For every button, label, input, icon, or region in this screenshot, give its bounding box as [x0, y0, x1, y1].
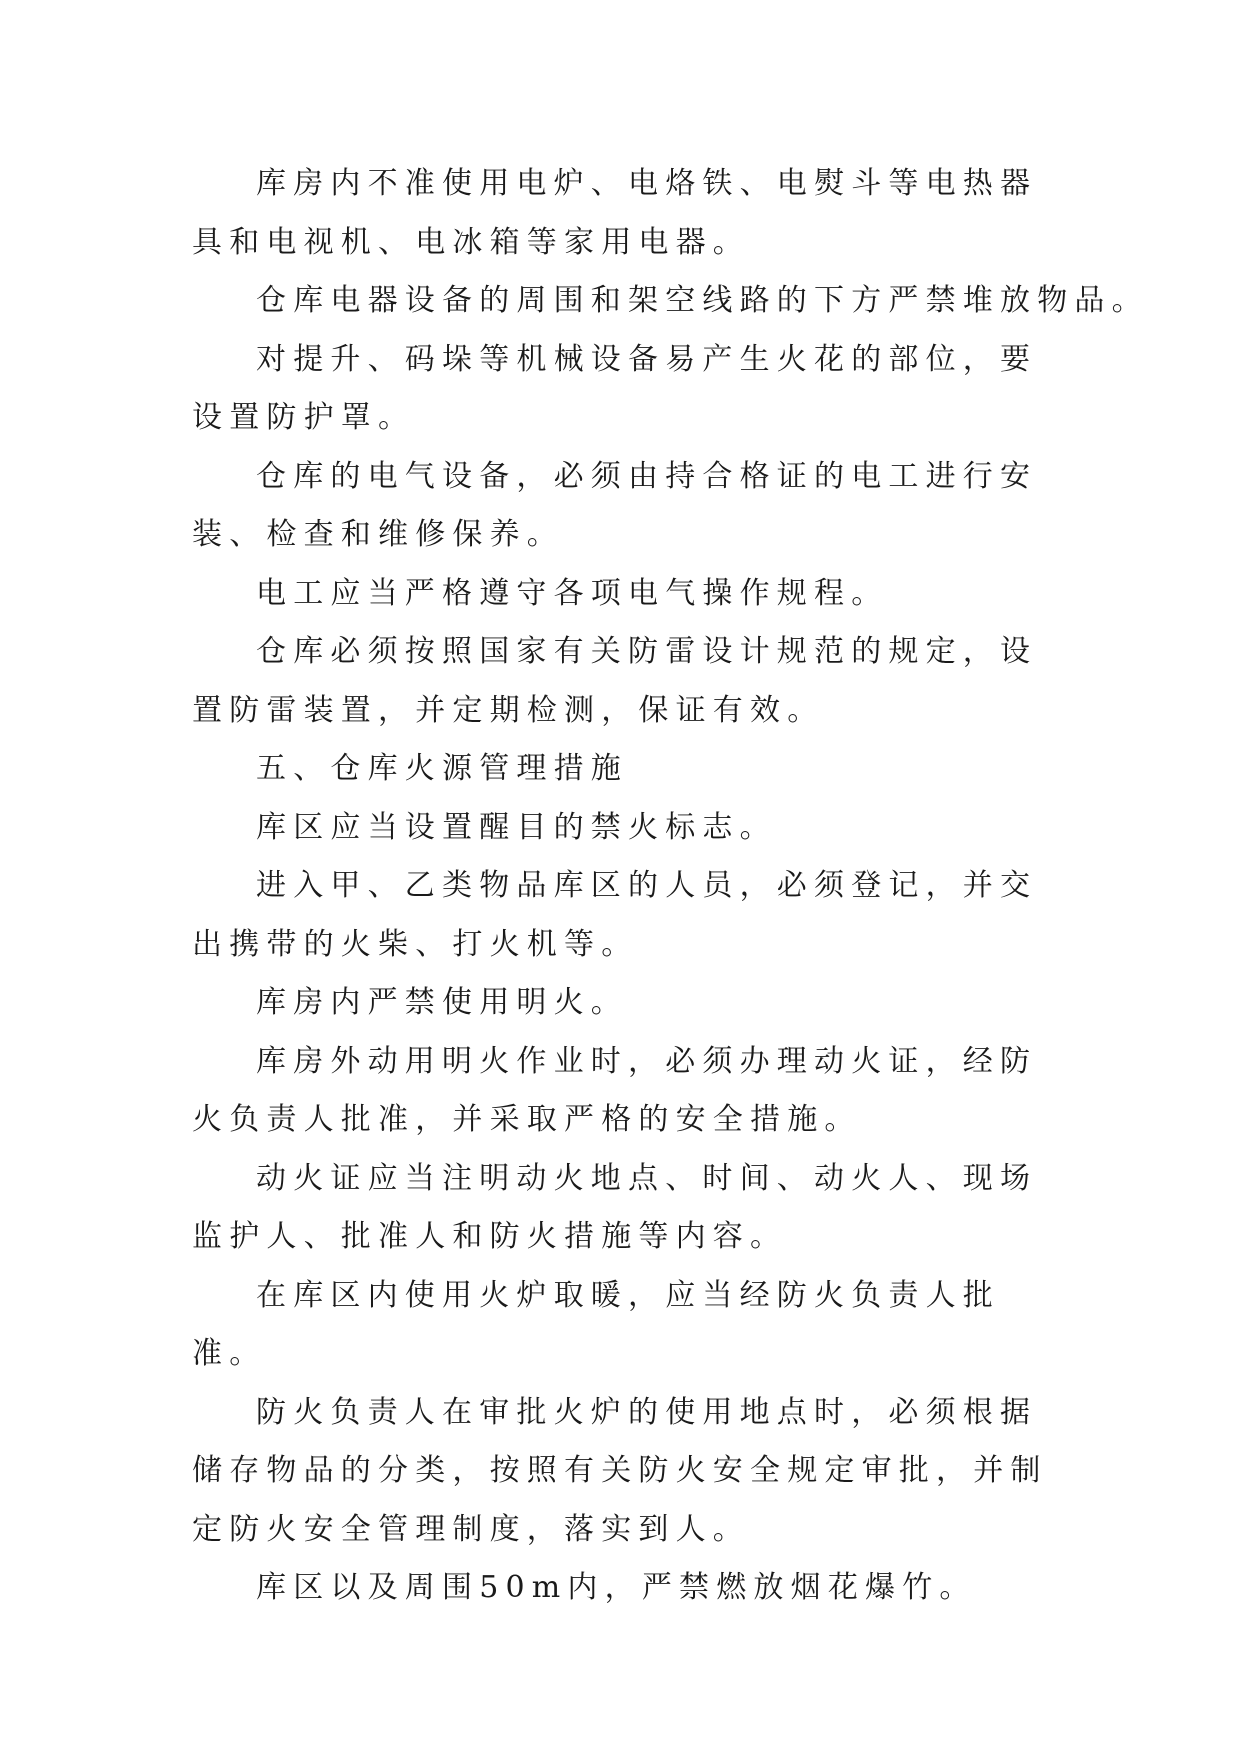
paragraph-electric-appliances-ban: 库房内不准使用电炉、电烙铁、电熨斗等电热器具和电视机、电冰箱等家用电器。	[192, 166, 1038, 260]
paragraph-entry-registration: 进入甲、乙类物品库区的人员，必须登记，并交出携带的火柴、打火机等。	[192, 868, 1038, 962]
paragraph-no-open-fire: 库房内严禁使用明火。	[256, 985, 628, 1020]
paragraph-fireworks-ban: 库区以及周围50m内，严禁燃放烟花爆竹。	[256, 1570, 977, 1605]
paragraph-lightning-protection: 仓库必须按照国家有关防雷设计规范的规定，设置防雷装置，并定期检测，保证有效。	[192, 634, 1038, 728]
paragraph-hot-work-permit: 库房外动用明火作业时，必须办理动火证，经防火负责人批准，并采取严格的安全措施。	[192, 1043, 1038, 1137]
paragraph-permit-contents: 动火证应当注明动火地点、时间、动火人、现场监护人、批准人和防火措施等内容。	[192, 1160, 1038, 1254]
paragraph-no-fire-sign: 库区应当设置醒目的禁火标志。	[256, 809, 777, 845]
paragraph-operating-rules: 电工应当严格遵守各项电气操作规程。	[256, 575, 889, 611]
document-body	[192, 155, 1149, 1618]
paragraph-stove-approval: 防火负责人在审批火炉的使用地点时，必须根据储存物品的分类，按照有关防火安全规定审批，并制定防火安全管理制度，落实到人。	[192, 1394, 1048, 1547]
paragraph-protective-cover: 对提升、码垛等机械设备易产生火花的部位，要设置防护罩。	[192, 341, 1038, 435]
section-heading-fire-source-management: 五、仓库火源管理措施	[256, 751, 628, 786]
paragraph-equipment-surroundings: 仓库电器设备的周围和架空线路的下方严禁堆放物品。	[256, 283, 1149, 318]
paragraph-stove-heating: 在库区内使用火炉取暖，应当经防火负责人批准。	[192, 1277, 1000, 1371]
paragraph-certified-electrician: 仓库的电气设备，必须由持合格证的电工进行安装、检查和维修保养。	[192, 458, 1038, 552]
